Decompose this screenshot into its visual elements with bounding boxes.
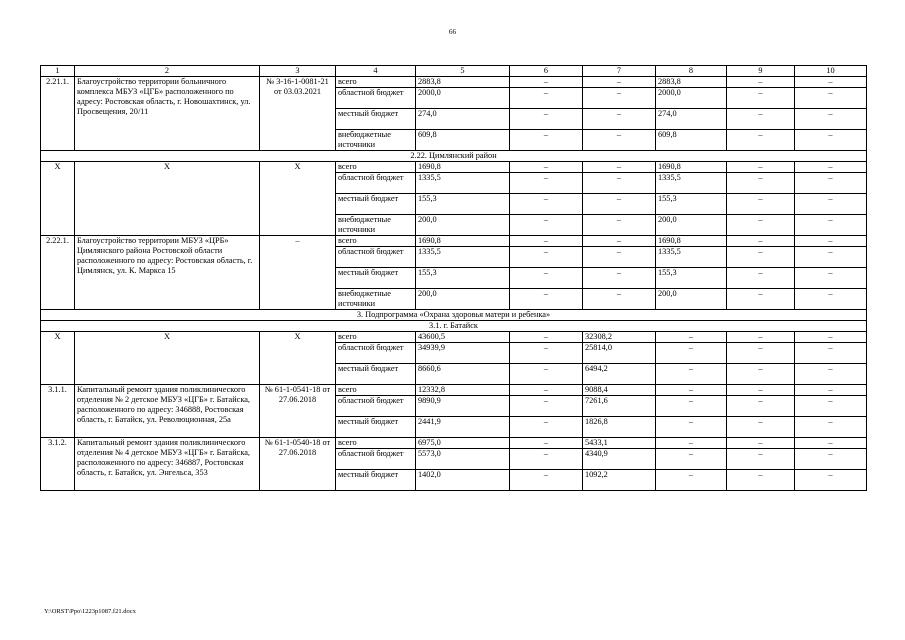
- value-col-5: 2000,0: [416, 88, 510, 109]
- value-col-8: –: [656, 364, 727, 385]
- value-col-7: –: [583, 215, 656, 236]
- value-col-6: –: [510, 215, 583, 236]
- value-col-7: –: [583, 88, 656, 109]
- value-col-9: –: [727, 364, 795, 385]
- item-name: Благоустройство территории МБУЗ «ЦРБ» Цимлянского района Ростовской области расположенного по адресу: Ростовская область, г. Цимлянск, ул. К. Маркса 15: [75, 236, 260, 310]
- value-col-9: –: [727, 130, 795, 151]
- value-col-10: –: [795, 173, 867, 194]
- value-col-8: –: [656, 449, 727, 470]
- value-col-8: –: [656, 396, 727, 417]
- expertise-document: Х: [260, 162, 336, 236]
- value-col-8: –: [656, 417, 727, 438]
- value-col-7: 1826,8: [583, 417, 656, 438]
- funding-source: областной бюджет: [336, 343, 416, 364]
- value-col-10: –: [795, 438, 867, 449]
- item-number: 3.1.2.: [41, 438, 75, 491]
- value-col-6: –: [510, 396, 583, 417]
- value-col-5: 609,8: [416, 130, 510, 151]
- funding-source: всего: [336, 385, 416, 396]
- funding-source: местный бюджет: [336, 194, 416, 215]
- funding-source: всего: [336, 162, 416, 173]
- page-number: 66: [449, 28, 456, 36]
- value-col-9: –: [727, 385, 795, 396]
- funding-source: всего: [336, 332, 416, 343]
- value-col-7: 32308,2: [583, 332, 656, 343]
- table-row: [41, 438, 867, 449]
- item-name: Х: [75, 332, 260, 385]
- value-col-8: 1335,5: [656, 247, 727, 268]
- value-col-10: –: [795, 396, 867, 417]
- section-title: 3. Подпрограмма «Охрана здоровья матери и ребенка»: [41, 310, 867, 321]
- funding-source: местный бюджет: [336, 417, 416, 438]
- table-row: [41, 332, 867, 343]
- value-col-7: –: [583, 194, 656, 215]
- column-number-9: 9: [727, 66, 795, 77]
- funding-source: областной бюджет: [336, 88, 416, 109]
- value-col-10: –: [795, 109, 867, 130]
- value-col-8: –: [656, 385, 727, 396]
- value-col-5: 200,0: [416, 215, 510, 236]
- funding-source: областной бюджет: [336, 449, 416, 470]
- item-name: Капитальный ремонт здания поликлинического отделения № 4 детское МБУЗ «ЦГБ» г. Батайска, расположенного по адресу: 346887, Ростовская область, г. Батайск, ул. Энгельса, 353: [75, 438, 260, 491]
- funding-source: областной бюджет: [336, 396, 416, 417]
- section-title: 3.1. г. Батайск: [41, 321, 867, 332]
- column-number-6: 6: [510, 66, 583, 77]
- value-col-5: 34939,9: [416, 343, 510, 364]
- funding-source: областной бюджет: [336, 247, 416, 268]
- value-col-5: 1690,8: [416, 162, 510, 173]
- funding-table: [40, 65, 867, 491]
- value-col-10: –: [795, 162, 867, 173]
- value-col-5: 1335,5: [416, 247, 510, 268]
- value-col-9: –: [727, 173, 795, 194]
- funding-source: всего: [336, 77, 416, 88]
- value-col-10: –: [795, 343, 867, 364]
- value-col-7: 6494,2: [583, 364, 656, 385]
- value-col-7: 9088,4: [583, 385, 656, 396]
- value-col-6: –: [510, 247, 583, 268]
- value-col-9: –: [727, 417, 795, 438]
- value-col-6: –: [510, 332, 583, 343]
- value-col-8: –: [656, 438, 727, 449]
- value-col-5: 43600,5: [416, 332, 510, 343]
- value-col-10: –: [795, 470, 867, 491]
- value-col-10: –: [795, 385, 867, 396]
- value-col-5: 200,0: [416, 289, 510, 310]
- value-col-9: –: [727, 396, 795, 417]
- value-col-8: 2883,8: [656, 77, 727, 88]
- value-col-9: –: [727, 289, 795, 310]
- value-col-7: –: [583, 162, 656, 173]
- column-number-1: 1: [41, 66, 75, 77]
- value-col-9: –: [727, 438, 795, 449]
- value-col-5: 8660,6: [416, 364, 510, 385]
- value-col-9: –: [727, 268, 795, 289]
- funding-source: местный бюджет: [336, 109, 416, 130]
- value-col-7: 4340,9: [583, 449, 656, 470]
- value-col-9: –: [727, 247, 795, 268]
- value-col-9: –: [727, 449, 795, 470]
- item-name: Благоустройство территории больничного комплекса МБУЗ «ЦГБ» расположенного по адресу: Ростовская область, г. Новошахтинск, ул. Просвещения, 20/11: [75, 77, 260, 151]
- value-col-6: –: [510, 194, 583, 215]
- value-col-5: 1690,8: [416, 236, 510, 247]
- value-col-6: –: [510, 77, 583, 88]
- expertise-document: № 61-1-0540-18 от 27.06.2018: [260, 438, 336, 491]
- value-col-8: 609,8: [656, 130, 727, 151]
- value-col-10: –: [795, 449, 867, 470]
- value-col-9: –: [727, 109, 795, 130]
- item-number: 3.1.1.: [41, 385, 75, 438]
- value-col-6: –: [510, 130, 583, 151]
- value-col-7: –: [583, 109, 656, 130]
- value-col-9: –: [727, 88, 795, 109]
- value-col-5: 12332,8: [416, 385, 510, 396]
- file-path-footer: Y:\ORST\Ppo\1223p1087.f21.docx: [44, 608, 136, 615]
- funding-source: внебюджетные источники: [336, 130, 416, 151]
- value-col-5: 2441,9: [416, 417, 510, 438]
- value-col-8: –: [656, 332, 727, 343]
- value-col-8: 1335,5: [656, 173, 727, 194]
- value-col-8: 200,0: [656, 215, 727, 236]
- value-col-8: 200,0: [656, 289, 727, 310]
- value-col-6: –: [510, 236, 583, 247]
- value-col-7: 25814,0: [583, 343, 656, 364]
- value-col-9: –: [727, 470, 795, 491]
- value-col-5: 5573,0: [416, 449, 510, 470]
- value-col-5: 1402,0: [416, 470, 510, 491]
- value-col-5: 155,3: [416, 268, 510, 289]
- value-col-10: –: [795, 268, 867, 289]
- value-col-6: –: [510, 470, 583, 491]
- value-col-5: 2883,8: [416, 77, 510, 88]
- value-col-5: 274,0: [416, 109, 510, 130]
- column-number-row: [41, 66, 867, 77]
- funding-source: внебюджетные источники: [336, 289, 416, 310]
- value-col-10: –: [795, 236, 867, 247]
- section-row: [41, 310, 867, 321]
- table-row: [41, 385, 867, 396]
- expertise-document: –: [260, 236, 336, 310]
- item-number: Х: [41, 332, 75, 385]
- item-number: 2.22.1.: [41, 236, 75, 310]
- column-number-8: 8: [656, 66, 727, 77]
- column-number-2: 2: [75, 66, 260, 77]
- funding-source: всего: [336, 438, 416, 449]
- value-col-6: –: [510, 109, 583, 130]
- column-number-10: 10: [795, 66, 867, 77]
- value-col-5: 6975,0: [416, 438, 510, 449]
- value-col-10: –: [795, 130, 867, 151]
- value-col-9: –: [727, 162, 795, 173]
- value-col-6: –: [510, 173, 583, 194]
- expertise-document: № 61-1-0541-18 от 27.06.2018: [260, 385, 336, 438]
- value-col-10: –: [795, 289, 867, 310]
- value-col-8: –: [656, 470, 727, 491]
- value-col-7: 1092,2: [583, 470, 656, 491]
- value-col-10: –: [795, 364, 867, 385]
- value-col-9: –: [727, 343, 795, 364]
- value-col-7: –: [583, 236, 656, 247]
- item-name: Х: [75, 162, 260, 236]
- funding-source: местный бюджет: [336, 268, 416, 289]
- column-number-3: 3: [260, 66, 336, 77]
- value-col-8: 2000,0: [656, 88, 727, 109]
- value-col-10: –: [795, 332, 867, 343]
- value-col-9: –: [727, 194, 795, 215]
- value-col-5: 1335,5: [416, 173, 510, 194]
- value-col-7: –: [583, 173, 656, 194]
- value-col-6: –: [510, 268, 583, 289]
- funding-source: внебюджетные источники: [336, 215, 416, 236]
- column-number-7: 7: [583, 66, 656, 77]
- value-col-6: –: [510, 364, 583, 385]
- expertise-document: Х: [260, 332, 336, 385]
- value-col-10: –: [795, 88, 867, 109]
- value-col-6: –: [510, 417, 583, 438]
- column-number-5: 5: [416, 66, 510, 77]
- section-row: [41, 321, 867, 332]
- value-col-7: –: [583, 77, 656, 88]
- table-row: [41, 162, 867, 173]
- value-col-5: 155,3: [416, 194, 510, 215]
- value-col-8: 1690,8: [656, 162, 727, 173]
- value-col-6: –: [510, 343, 583, 364]
- value-col-10: –: [795, 77, 867, 88]
- value-col-6: –: [510, 88, 583, 109]
- value-col-8: 274,0: [656, 109, 727, 130]
- funding-source: областной бюджет: [336, 173, 416, 194]
- value-col-7: 7261,6: [583, 396, 656, 417]
- value-col-6: –: [510, 449, 583, 470]
- value-col-7: –: [583, 130, 656, 151]
- value-col-9: –: [727, 236, 795, 247]
- value-col-8: 1690,8: [656, 236, 727, 247]
- value-col-6: –: [510, 385, 583, 396]
- value-col-6: –: [510, 162, 583, 173]
- value-col-7: –: [583, 247, 656, 268]
- value-col-9: –: [727, 215, 795, 236]
- value-col-7: –: [583, 289, 656, 310]
- column-number-4: 4: [336, 66, 416, 77]
- value-col-10: –: [795, 194, 867, 215]
- value-col-9: –: [727, 77, 795, 88]
- item-number: 2.21.1.: [41, 77, 75, 151]
- value-col-5: 9890,9: [416, 396, 510, 417]
- value-col-8: 155,3: [656, 268, 727, 289]
- value-col-7: 5433,1: [583, 438, 656, 449]
- section-title: 2.22. Цимлянский район: [41, 151, 867, 162]
- table-body: [41, 66, 867, 491]
- funding-source: всего: [336, 236, 416, 247]
- value-col-9: –: [727, 332, 795, 343]
- funding-source: местный бюджет: [336, 470, 416, 491]
- value-col-6: –: [510, 289, 583, 310]
- section-row: [41, 151, 867, 162]
- value-col-8: 155,3: [656, 194, 727, 215]
- value-col-10: –: [795, 247, 867, 268]
- value-col-8: –: [656, 343, 727, 364]
- table-row: [41, 77, 867, 88]
- value-col-7: –: [583, 268, 656, 289]
- item-name: Капитальный ремонт здания поликлинического отделения № 2 детское МБУЗ «ЦГБ» г. Батайска, расположенного по адресу: 346888, Ростовская область, г. Батайск, ул. Революционная, 25а: [75, 385, 260, 438]
- expertise-document: № 3-16-1-0081-21 от 03.03.2021: [260, 77, 336, 151]
- value-col-10: –: [795, 215, 867, 236]
- value-col-10: –: [795, 417, 867, 438]
- table-row: [41, 236, 867, 247]
- item-number: Х: [41, 162, 75, 236]
- value-col-6: –: [510, 438, 583, 449]
- funding-source: местный бюджет: [336, 364, 416, 385]
